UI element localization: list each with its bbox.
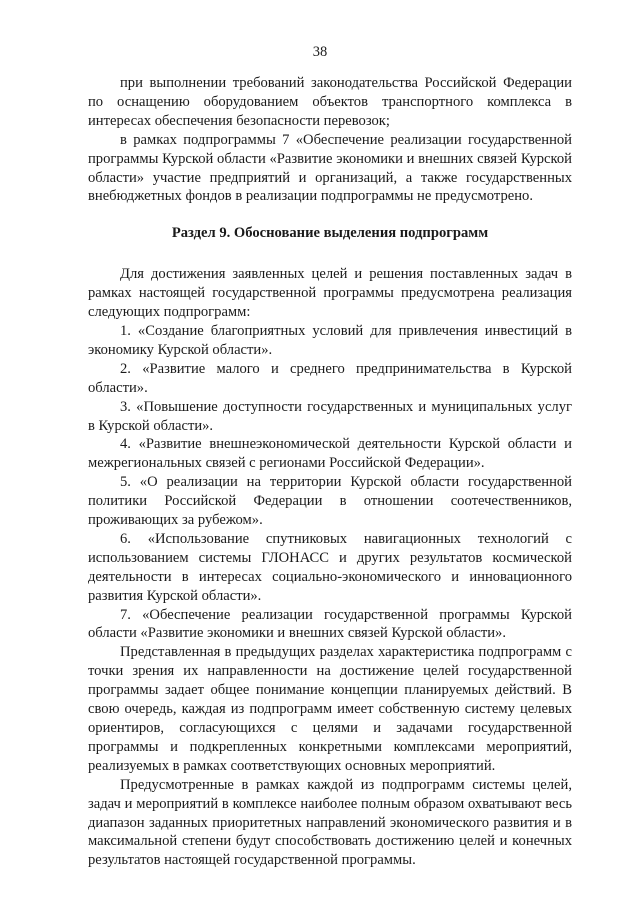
paragraph: при выполнении требований законодательства Российской Федерации по оснащению оборудованием объектов транспортного комплекса в интересах обеспечения безопасности перевозок; xyxy=(88,75,572,129)
paragraph: в рамках подпрограммы 7 «Обеспечение реализации государственной программы Курской области «Развитие экономики и внешних связей Курской области» участие предприятий и организаций, а также государственных внебюджетных фондов в реализации подпрограммы не предусмотрено. xyxy=(88,131,572,205)
list-item: 1. «Создание благоприятных условий для привлечения инвестиций в экономику Курской области». xyxy=(88,322,572,358)
paragraph: Для достижения заявленных целей и решения поставленных задач в рамках настоящей государственной программы предусмотрена реализация следующих подпрограмм: xyxy=(88,266,572,321)
page-content xyxy=(88,74,572,870)
section-heading: Раздел 9. Обоснование выделения подпрограмм xyxy=(171,225,489,242)
list-item: 6. «Использование спутниковых навигационных технологий с использованием системы ГЛОНАСС и других результатов космической деятельности в интересах социально-экономического и инновационного развития Курской области». xyxy=(88,530,572,604)
paragraph: Представленная в предыдущих разделах характеристика подпрограмм с точки зрения их направленности на достижение целей государственной программы задает общее понимание концепции планируемых действий. В свою очередь, каждая из подпрограмм имеет собственную систему целевых ориентиров, согласующихся с целями и задачами государственной программы и подкрепленных конкретными комплексами мероприятий, реализуемых в рамках соответствующих основных мероприятий. xyxy=(88,644,572,774)
list-item: 5. «О реализации на территории Курской области государственной политики Российской Федерации в отношении соотечественников, проживающих за рубежом». xyxy=(88,474,572,529)
list-item: 3. «Повышение доступности государственных и муниципальных услуг в Курской области». xyxy=(88,398,572,434)
list-item: 7. «Обеспечение реализации государственной программы Курской области «Развитие экономики и внешних связей Курской области». xyxy=(88,606,572,642)
list-item: 2. «Развитие малого и среднего предпринимательства в Курской области». xyxy=(88,360,572,396)
list-item: 4. «Развитие внешнеэкономической деятельности Курской области и межрегиональных связей с регионами Российской Федерации». xyxy=(88,436,572,472)
page-number: 38 xyxy=(312,44,328,60)
paragraph: Предусмотренные в рамках каждой из подпрограмм системы целей, задач и мероприятий в комплексе наиболее полным образом охватывают весь диапазон заданных приоритетных направлений экономического развития и в максимальной степени будут способствовать достижению целей и конечных результатов настоящей государственной программы. xyxy=(88,776,572,869)
